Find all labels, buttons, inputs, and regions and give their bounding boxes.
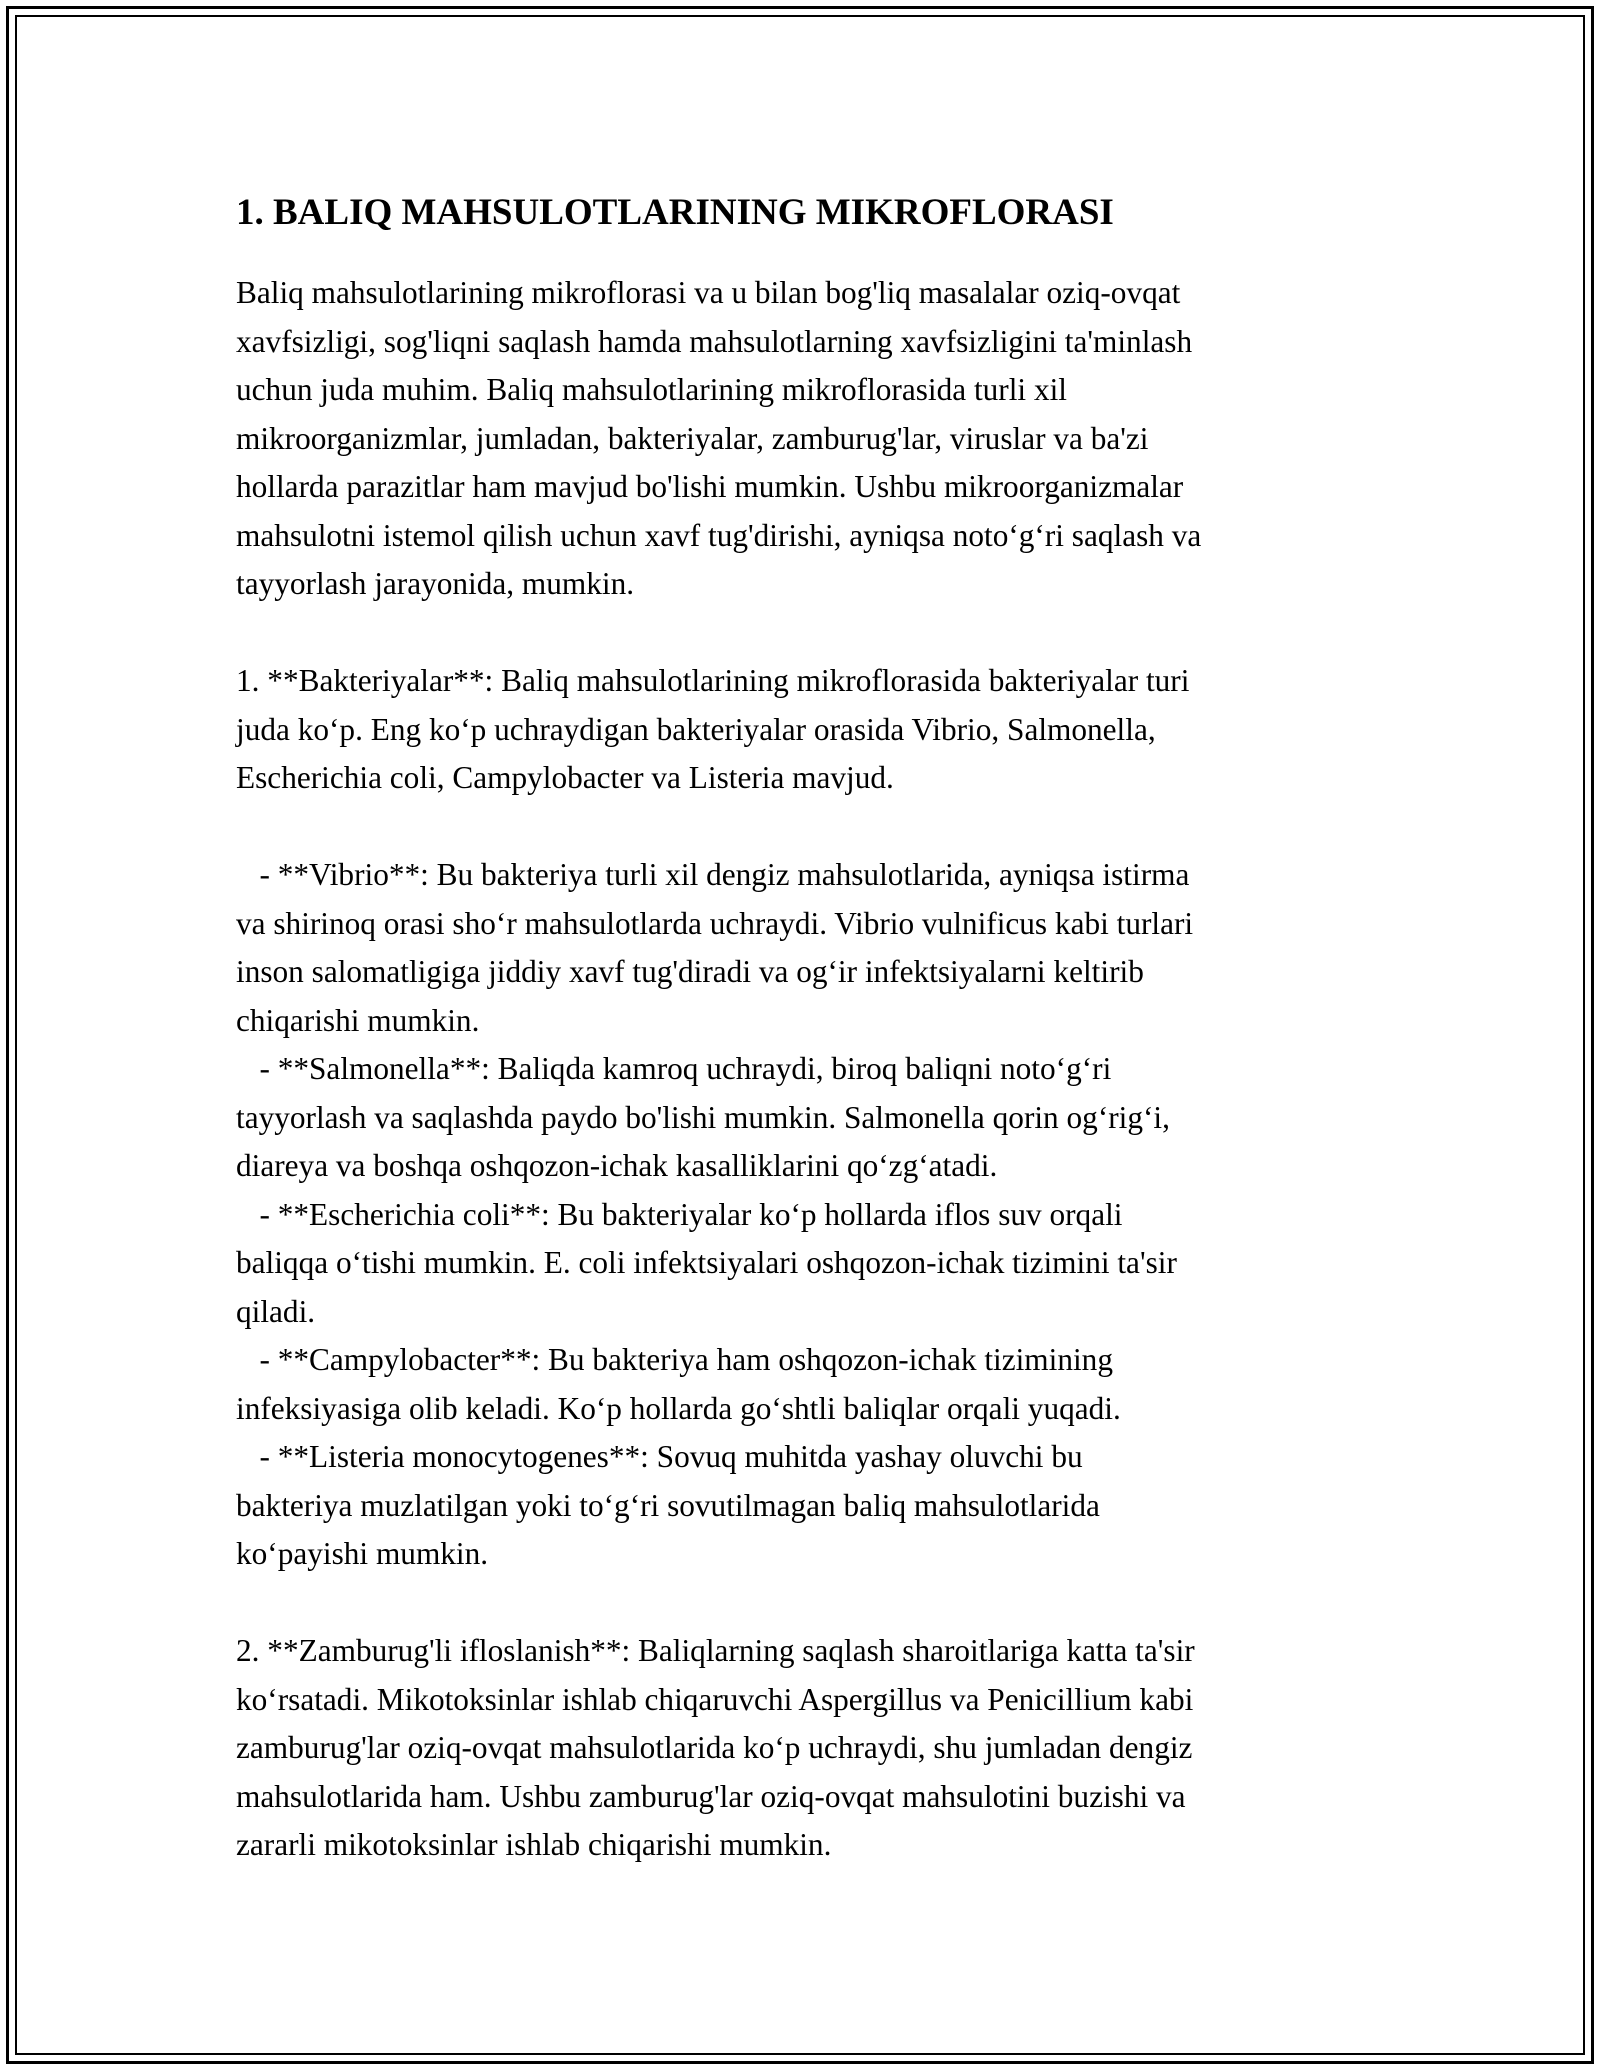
- bacteria-types-list: - **Vibrio**: Bu bakteriya turli xil dengiz mahsulotlarida, ayniqsa istirma va shirinoq orasi sho‘r mahsulotlarda uchraydi. Vibrio vulnificus kabi turlari inson salomatligiga jiddiy xavf tug'diradi va og‘ir infektsiyalarni keltirib chiqarishi mumkin. - **Salmonella**: Baliqda kamroq uchraydi, biroq baliqni noto‘g‘ri tayyorlash va saqlashda paydo bo'lishi mumkin. Salmonella qorin og‘rig‘i, diareya va boshqa oshqozon-ichak kasalliklarini qo‘zg‘atadi. - **Escherichia coli**: Bu bakteriyalar ko‘p hollarda iflos suv orqali baliqqa o‘tishi mumkin. E. coli infektsiyalari oshqozon-ichak tizimini ta'sir qiladi. - **Campylobacter**: Bu bakteriya ham oshqozon-ichak tizimining infeksiyasiga olib keladi. Ko‘p hollarda go‘shtli baliqlar orqali yuqadi. - **Listeria monocytogenes**: Sovuq muhitda yashay oluvchi bu bakteriya muzlatilgan yoki to‘g‘ri sovutilmagan baliq mahsulotlarida ko‘payishi mumkin.: [236, 857, 1194, 1571]
- document-body: [236, 185, 1376, 1870]
- document-title: 1. BALIQ MAHSULOTLARINING MIKROFLORASI: [236, 192, 1114, 233]
- paragraph-spacer: [236, 803, 1376, 852]
- paragraph-spacer: [236, 609, 1376, 658]
- bacteria-paragraph: 1. **Bakteriyalar**: Baliq mahsulotlarining mikroflorasida bakteriyalar turi juda ko‘p. Eng ko‘p uchraydigan bakteriyalar orasida Vibrio, Salmonella, Escherichia coli, Campylobacter va Listeria mavjud.: [236, 663, 1190, 795]
- paragraph-spacer: [236, 1579, 1376, 1628]
- intro-paragraph: Baliq mahsulotlarining mikroflorasi va u bilan bog'liq masalalar oziq-ovqat xavfsizligi, sog'liqni saqlash hamda mahsulotlarning xavfsizligini ta'minlash uchun juda muhim. Baliq mahsulotlarining mikroflorasida turli xil mikroorganizmlar, jumladan, bakteriyalar, zamburug'lar, viruslar va ba'zi hollarda parazitlar ham mavjud bo'lishi mumkin. Ushbu mikroorganizmalar mahsulotni istemol qilish uchun xavf tug'dirishi, ayniqsa noto‘g‘ri saqlash va tayyorlash jarayonida, mumkin.: [236, 275, 1202, 601]
- fungal-contamination-paragraph: 2. **Zamburug'li ifloslanish**: Baliqlarning saqlash sharoitlariga katta ta'sir ko‘rsatadi. Mikotoksinlar ishlab chiqaruvchi Aspergillus va Penicillium kabi zamburug'lar oziq-ovqat mahsulotlarida ko‘p uchraydi, shu jumladan dengiz mahsulotlarida ham. Ushbu zamburug'lar oziq-ovqat mahsulotini buzishi va zararli mikotoksinlar ishlab chiqarishi mumkin.: [236, 1633, 1195, 1862]
